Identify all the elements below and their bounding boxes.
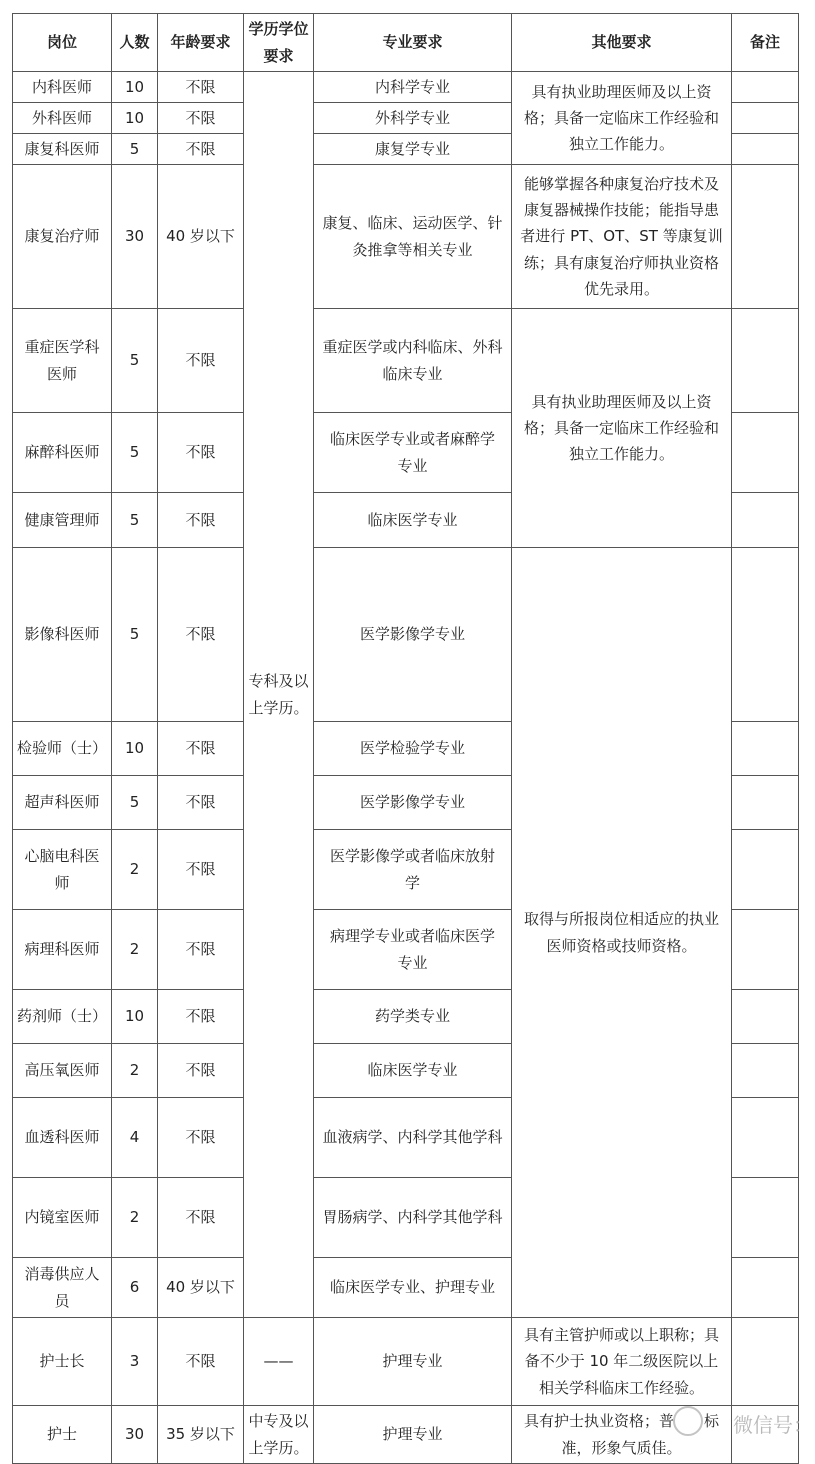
cell-major: 康复、临床、运动医学、针 灸推拿等相关专业 — [314, 165, 512, 309]
header-other: 其他要求 — [512, 14, 732, 72]
cell-age: 不限 — [158, 830, 244, 910]
cell-age: 不限 — [158, 413, 244, 493]
cell-age: 不限 — [158, 722, 244, 776]
cell-major: 重症医学或内科临床、外科 临床专业 — [314, 309, 512, 413]
cell-remark — [732, 103, 799, 134]
cell-age: 不限 — [158, 990, 244, 1044]
cell-major: 病理学专业或者临床医学 专业 — [314, 910, 512, 990]
cell-count: 10 — [112, 72, 158, 103]
cell-position: 护士长 — [13, 1318, 112, 1406]
cell-position: 高压氧医师 — [13, 1044, 112, 1098]
cell-count: 30 — [112, 1406, 158, 1464]
cell-age: 不限 — [158, 1318, 244, 1406]
cell-remark — [732, 548, 799, 722]
cell-major: 医学影像学专业 — [314, 548, 512, 722]
cell-count: 2 — [112, 830, 158, 910]
cell-age: 不限 — [158, 548, 244, 722]
cell-count: 5 — [112, 548, 158, 722]
cell-age: 不限 — [158, 1098, 244, 1178]
cell-age: 不限 — [158, 776, 244, 830]
cell-count: 5 — [112, 776, 158, 830]
cell-position: 内镜室医师 — [13, 1178, 112, 1258]
cell-count: 5 — [112, 493, 158, 548]
cell-other-tech: 取得与所报岗位相适应的执业 医师资格或技师资格。 — [512, 548, 732, 1318]
cell-position: 内科医师 — [13, 72, 112, 103]
cell-remark — [732, 309, 799, 413]
cell-major: 医学影像学或者临床放射 学 — [314, 830, 512, 910]
cell-age: 40 岁以下 — [158, 165, 244, 309]
header-position: 岗位 — [13, 14, 112, 72]
cell-position: 影像科医师 — [13, 548, 112, 722]
cell-position: 病理科医师 — [13, 910, 112, 990]
cell-position: 血透科医师 — [13, 1098, 112, 1178]
cell-remark — [732, 1318, 799, 1406]
cell-remark — [732, 1098, 799, 1178]
cell-count: 10 — [112, 990, 158, 1044]
table-row — [13, 548, 799, 722]
cell-count: 3 — [112, 1318, 158, 1406]
cell-remark — [732, 413, 799, 493]
cell-remark — [732, 830, 799, 910]
header-age: 年龄要求 — [158, 14, 244, 72]
table-row — [13, 1318, 799, 1406]
cell-position: 麻醉科医师 — [13, 413, 112, 493]
cell-count: 6 — [112, 1258, 158, 1318]
cell-count: 2 — [112, 1178, 158, 1258]
cell-position: 检验师（士） — [13, 722, 112, 776]
cell-remark — [732, 722, 799, 776]
header-education: 学历学位 要求 — [244, 14, 314, 72]
cell-age: 35 岁以下 — [158, 1406, 244, 1464]
cell-age: 不限 — [158, 1178, 244, 1258]
cell-age: 40 岁以下 — [158, 1258, 244, 1318]
cell-age: 不限 — [158, 134, 244, 165]
cell-remark — [732, 165, 799, 309]
cell-major: 临床医学专业 — [314, 1044, 512, 1098]
cell-position: 护士 — [13, 1406, 112, 1464]
cell-count: 10 — [112, 722, 158, 776]
cell-major: 药学类专业 — [314, 990, 512, 1044]
cell-other-group1: 具有执业助理医师及以上资 格；具备一定临床工作经验和 独立工作能力。 — [512, 72, 732, 165]
cell-position: 健康管理师 — [13, 493, 112, 548]
header-remark: 备注 — [732, 14, 799, 72]
cell-remark — [732, 990, 799, 1044]
cell-major: 胃肠病学、内科学其他学科 — [314, 1178, 512, 1258]
cell-position: 重症医学科 医师 — [13, 309, 112, 413]
cell-count: 5 — [112, 413, 158, 493]
cell-remark — [732, 1178, 799, 1258]
cell-remark — [732, 910, 799, 990]
cell-major: 医学影像学专业 — [314, 776, 512, 830]
cell-remark — [732, 493, 799, 548]
cell-major: 康复学专业 — [314, 134, 512, 165]
cell-position: 康复治疗师 — [13, 165, 112, 309]
cell-count: 5 — [112, 134, 158, 165]
cell-age: 不限 — [158, 910, 244, 990]
cell-age: 不限 — [158, 1044, 244, 1098]
cell-major: 外科学专业 — [314, 103, 512, 134]
cell-remark — [732, 1044, 799, 1098]
header-row — [13, 14, 799, 72]
header-count: 人数 — [112, 14, 158, 72]
cell-major: 内科学专业 — [314, 72, 512, 103]
cell-remark — [732, 776, 799, 830]
cell-major: 临床医学专业或者麻醉学 专业 — [314, 413, 512, 493]
cell-other-nurse: 具有护士执业资格；普 标 准，形象气质佳。 — [512, 1406, 732, 1464]
table-row — [13, 309, 799, 413]
cell-position: 超声科医师 — [13, 776, 112, 830]
cell-other-rehab: 能够掌握各种康复治疗技术及 康复器械操作技能；能指导患 者进行 PT、OT、ST 等康复训 练；具有康复治疗师执业资格 优先录用。 — [512, 165, 732, 309]
cell-count: 5 — [112, 309, 158, 413]
recruitment-table — [12, 13, 799, 1464]
cell-age: 不限 — [158, 72, 244, 103]
cell-major: 医学检验学专业 — [314, 722, 512, 776]
cell-position: 外科医师 — [13, 103, 112, 134]
cell-count: 4 — [112, 1098, 158, 1178]
cell-major: 护理专业 — [314, 1318, 512, 1406]
cell-age: 不限 — [158, 309, 244, 413]
cell-other-group2: 具有执业助理医师及以上资 格；具备一定临床工作经验和 独立工作能力。 — [512, 309, 732, 548]
wechat-logo-icon — [673, 1406, 703, 1436]
table-row — [13, 165, 799, 309]
cell-remark — [732, 134, 799, 165]
table-row — [13, 72, 799, 103]
cell-other-head-nurse: 具有主管护师或以上职称；具 备不少于 10 年二级医院以上 相关学科临床工作经验。 — [512, 1318, 732, 1406]
cell-position: 药剂师（士） — [13, 990, 112, 1044]
cell-position: 心脑电科医 师 — [13, 830, 112, 910]
cell-age: 不限 — [158, 103, 244, 134]
cell-position: 消毒供应人 员 — [13, 1258, 112, 1318]
cell-count: 10 — [112, 103, 158, 134]
header-major: 专业要求 — [314, 14, 512, 72]
cell-age: 不限 — [158, 493, 244, 548]
cell-education-head-nurse: —— — [244, 1318, 314, 1406]
cell-education-main: 专科及以 上学历。 — [244, 72, 314, 1318]
cell-position: 康复科医师 — [13, 134, 112, 165]
cell-remark — [732, 72, 799, 103]
cell-count: 2 — [112, 1044, 158, 1098]
cell-major: 临床医学专业 — [314, 493, 512, 548]
cell-count: 30 — [112, 165, 158, 309]
cell-major: 护理专业 — [314, 1406, 512, 1464]
cell-major: 临床医学专业、护理专业 — [314, 1258, 512, 1318]
cell-major: 血液病学、内科学其他学科 — [314, 1098, 512, 1178]
cell-count: 2 — [112, 910, 158, 990]
cell-remark — [732, 1258, 799, 1318]
cell-education-nurse: 中专及以 上学历。 — [244, 1406, 314, 1464]
watermark: 微信号： — [733, 1413, 813, 1437]
